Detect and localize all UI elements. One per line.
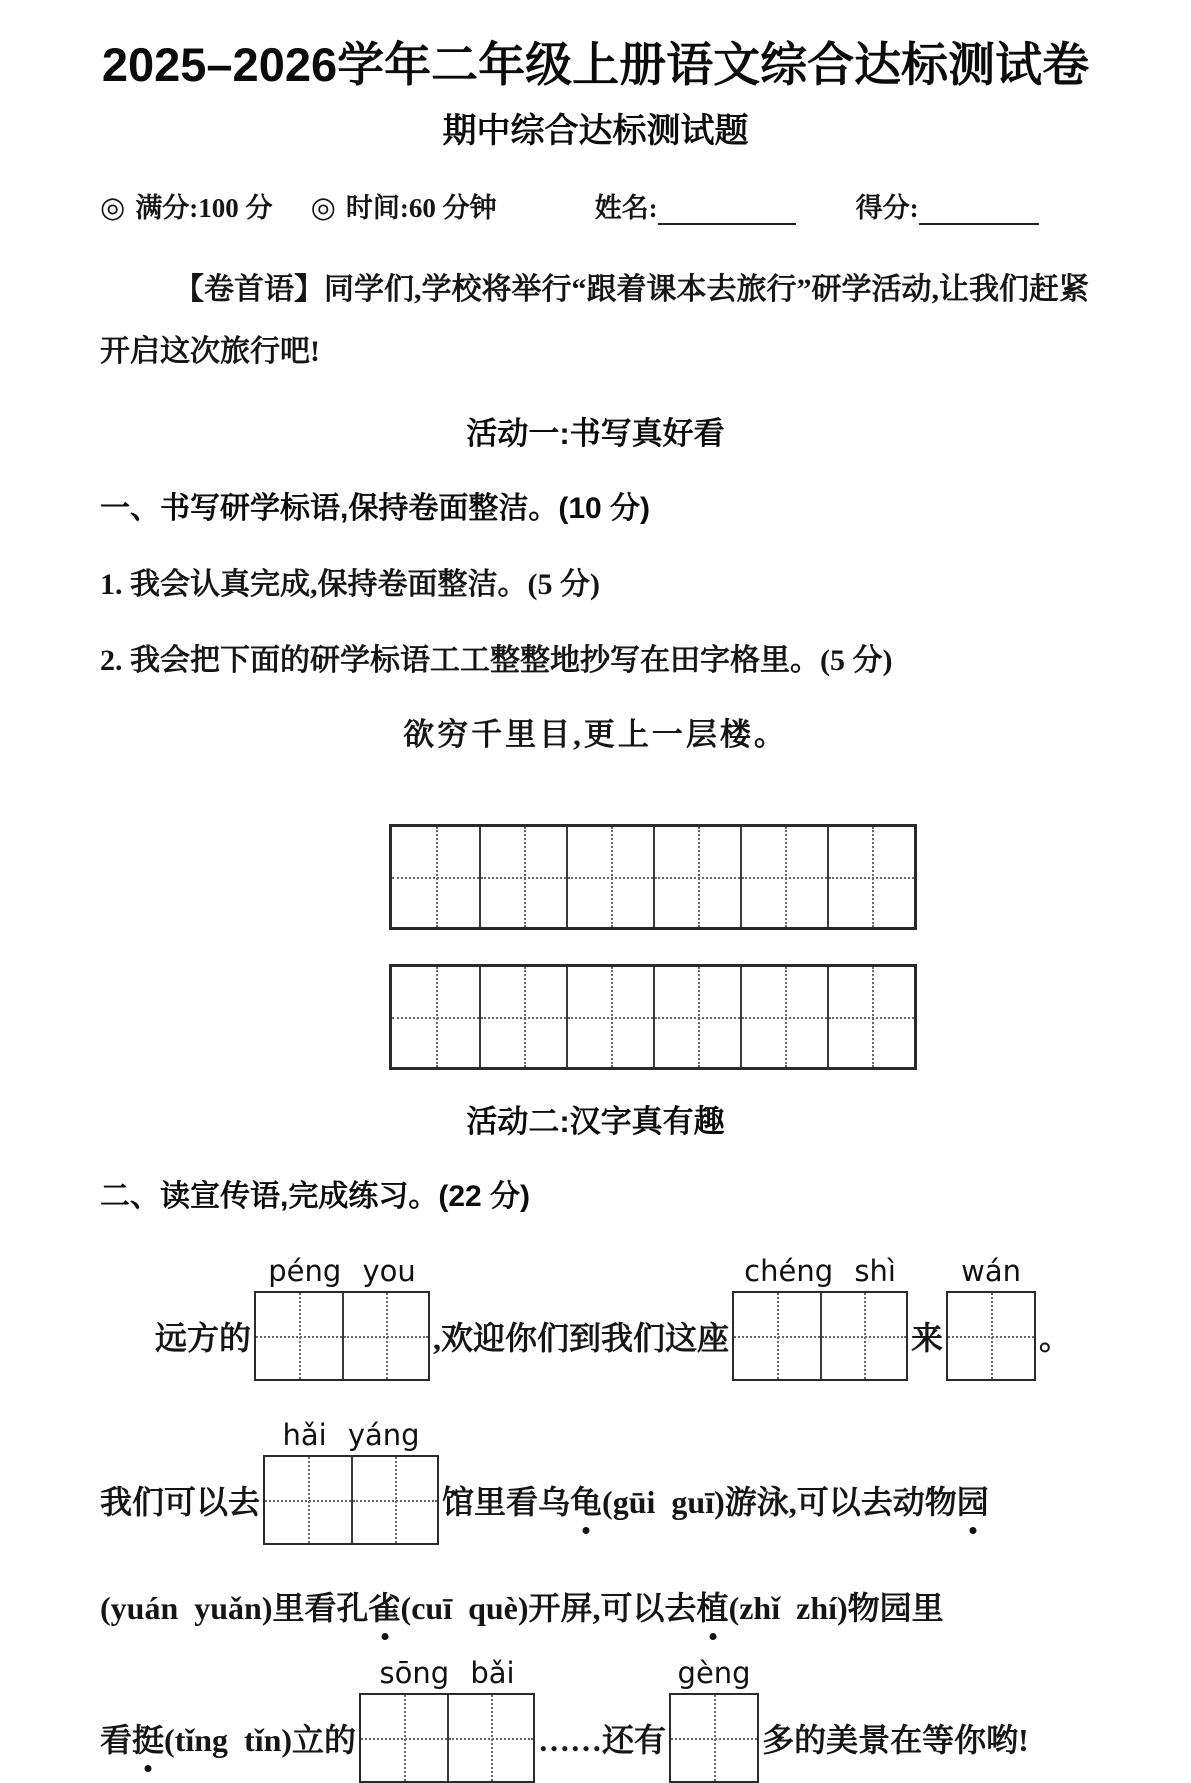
pinyin-label: wán	[961, 1254, 1021, 1288]
tianzige-cell[interactable]	[479, 827, 566, 927]
tianzige-cell[interactable]	[392, 967, 479, 1067]
pinyin-grid-haiyang[interactable]	[263, 1418, 439, 1545]
writing-grid[interactable]	[946, 1291, 1036, 1381]
text-segment: 。	[1039, 1320, 1072, 1356]
tianzige-cell[interactable]	[342, 1293, 428, 1379]
question2-heading: 二、读宣传语,完成练习。(22 分)	[100, 1180, 531, 1213]
pinyin-label: sōng bǎi	[379, 1656, 515, 1690]
tianzige-cell[interactable]	[734, 1293, 820, 1379]
tianzige-cell[interactable]	[827, 827, 914, 927]
pinyin-label: gèng	[677, 1656, 751, 1690]
text-segment: ……还有	[538, 1722, 667, 1758]
intro-paragraph: 【卷首语】同学们,学校将举行“跟着课本去旅行”研学活动,让我们赶紧开启这次旅行吧!	[100, 273, 1089, 368]
activity2-title: 活动二:汉字真有趣	[466, 1104, 725, 1139]
text-segment: ,欢迎你们到我们这座	[433, 1320, 730, 1356]
bullseye-icon: ◎	[310, 192, 336, 224]
name-label: 姓名:	[594, 193, 658, 223]
fill-line-b	[100, 1418, 1191, 1545]
tianzige-cell[interactable]	[948, 1293, 1034, 1379]
text-segment: 多的美景在等你哟!	[762, 1722, 1029, 1758]
question1-heading: 一、书写研学标语,保持卷面整洁。(10 分)	[100, 492, 651, 525]
text-segment: (zhǐ zhí)物园里	[728, 1590, 944, 1626]
text-segment: (cuī què)开屏,可以去	[400, 1590, 697, 1626]
copy-grid-row-2[interactable]	[389, 964, 917, 1070]
pinyin-label: péng you	[268, 1254, 416, 1288]
time-group	[311, 193, 497, 223]
text-segment: 馆里看乌	[442, 1484, 571, 1520]
time-label: 时间:60 分钟	[345, 193, 497, 223]
paper-subtitle: 期中综合达标测试题	[442, 112, 749, 150]
paper-title: 2025–2026学年二年级上册语文综合达标测试卷	[101, 38, 1090, 91]
full-score-label: 满分:100 分	[135, 193, 273, 223]
tianzige-cell[interactable]	[256, 1293, 342, 1379]
fill-line-c	[100, 1583, 1191, 1629]
tianzige-cell[interactable]	[351, 1457, 437, 1543]
activity1-title: 活动一:书写真好看	[466, 416, 725, 451]
tianzige-cell[interactable]	[653, 967, 740, 1067]
writing-grid[interactable]	[254, 1291, 430, 1381]
bullseye-icon: ◎	[100, 192, 126, 224]
exam-info-line	[100, 186, 1191, 225]
pinyin-grid-geng[interactable]	[669, 1656, 759, 1783]
writing-grid[interactable]	[732, 1291, 908, 1381]
writing-grid[interactable]	[669, 1693, 759, 1783]
pinyin-grid-songbai[interactable]	[359, 1656, 535, 1783]
text-segment: (yuán yuǎn)里看孔	[100, 1590, 369, 1626]
tianzige-cell[interactable]	[740, 827, 827, 927]
tianzige-cell[interactable]	[566, 967, 653, 1067]
dotted-char: 挺	[132, 1715, 164, 1761]
text-segment: 我们可以去	[100, 1484, 261, 1520]
text-segment: 来	[911, 1320, 944, 1356]
question1-item1: 1. 我会认真完成,保持卷面整洁。(5 分)	[100, 568, 600, 601]
name-blank[interactable]	[658, 195, 796, 225]
pinyin-label: chéng shì	[744, 1254, 896, 1288]
pinyin-grid-pengyou[interactable]	[254, 1254, 430, 1381]
text-segment: (tǐng tǐn)立的	[164, 1722, 357, 1758]
pinyin-label: hǎi yáng	[282, 1418, 420, 1452]
copy-grid-row-1[interactable]	[389, 824, 917, 930]
tianzige-cell[interactable]	[479, 967, 566, 1067]
score-label: 得分:	[855, 193, 919, 223]
tianzige-cell[interactable]	[447, 1695, 533, 1781]
tianzige-cell[interactable]	[265, 1457, 351, 1543]
writing-grid[interactable]	[359, 1693, 535, 1783]
dotted-char: 雀	[369, 1583, 401, 1629]
text-segment: 远方的	[155, 1320, 252, 1356]
text-segment: 看	[100, 1722, 133, 1758]
pinyin-grid-chengshi[interactable]	[732, 1254, 908, 1381]
fill-line-a	[155, 1254, 1191, 1381]
tianzige-cell[interactable]	[392, 827, 479, 927]
tianzige-cell[interactable]	[653, 827, 740, 927]
dotted-char: 园	[957, 1477, 989, 1523]
tianzige-cell[interactable]	[566, 827, 653, 927]
tianzige-cell[interactable]	[671, 1695, 757, 1781]
fill-line-d	[100, 1656, 1191, 1783]
question1-item2: 2. 我会把下面的研学标语工工整整地抄写在田字格里。(5 分)	[100, 644, 893, 677]
tianzige-cell[interactable]	[740, 967, 827, 1067]
tianzige-cell[interactable]	[827, 967, 914, 1067]
tianzige-cell[interactable]	[361, 1695, 447, 1781]
score-blank[interactable]	[919, 195, 1039, 225]
text-segment: (gūi guī)游泳,可以去动物	[602, 1484, 957, 1520]
slogan-to-copy: 欲穷千里目,更上一层楼。	[403, 717, 788, 752]
pinyin-grid-wan[interactable]	[946, 1254, 1036, 1381]
dotted-char: 龟	[570, 1477, 602, 1523]
dotted-char: 植	[697, 1583, 729, 1629]
tianzige-cell[interactable]	[820, 1293, 906, 1379]
full-score-group	[100, 193, 273, 223]
writing-grid[interactable]	[263, 1455, 439, 1545]
